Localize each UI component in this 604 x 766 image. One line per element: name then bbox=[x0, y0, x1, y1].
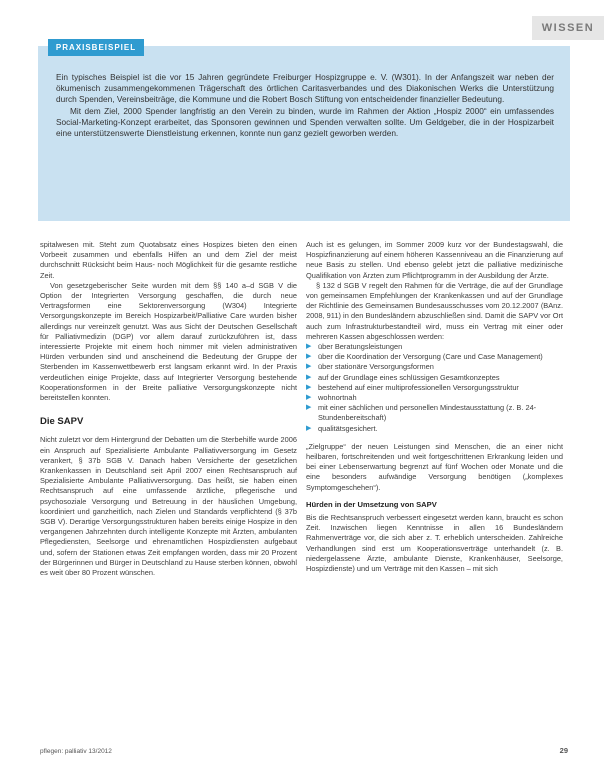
box-paragraph: Ein typisches Beispiel ist die vor 15 Jahren gegründete Freiburger Hospizgruppe e. V. (W301). In der Anfangszeit war neben der ökumenisch zusammengekommenen Trägerschaft des örtlichen Caritasverbandes und des Diakonischen Werks die Unterstützung durch Spenden, Vereinsbeiträge, die Kommune und die Robert Bosch Stiftung von entscheidender finanzieller Bedeutung. bbox=[56, 72, 554, 105]
publication-footer: pflegen: palliativ 13/2012 bbox=[40, 748, 112, 755]
bullet-icon: ▶ bbox=[306, 404, 312, 412]
body-paragraph: § 132 d SGB V regelt den Rahmen für die Verträge, die auf der Grundlage von gemeinsamen Empfehlungen der Krankenkassen und auf der Grundlage der Richtlinie des Gemeinsamen Bundesausschusses vom 20.12.2007 (BAnz. 2008, 911) in den Bundesländern abzuschließen sind. Damit die SAPV vor Ort auch zum Infrastrukturbestandteil wird, muss ein Vertrag mit einer oder mehreren Kassen abgeschlossen werden: bbox=[306, 280, 563, 341]
bullet-icon: ▶ bbox=[306, 383, 312, 391]
subsection-heading: Hürden in der Umsetzung von SAPV bbox=[306, 499, 437, 509]
body-paragraph: Nicht zuletzt vor dem Hintergrund der Debatten um die Sterbehilfe wurde 2006 ein Anspruch auf Spezialisierte Ambulante Palliativversorgung im Gesetz verankert, § 37b SGB V. Danach haben Versicherte der gesetzlichen Krankenkassen in Deutschland seit April 2007 einen Rechtsanspruch auf Spezialisierte Ambulante Palliativversorgung. Das heißt, sie haben einen Rechtsanspruch auf eine umfassende ärztliche, pflegerische und psychosoziale Versorgung und Betreuung in der häuslichen Umgebung, koordiniert und ganzheitlich, nach Zielen und Standards verpflichtend (§ 37b SGB V). Derartige Versorgungsstrukturen haben bereits einige Hospize in den vergangenen Jahrzehnten durch intelligente Konzepte mit Ärzten, ambulanten Pflegediensten, Seelsorge und ehrenamtlichen Hospizdiensten aufgebaut und, sofern der Stationen etwas Zeit empfangen worden, dass mir 20 Prozent der Bürgerinnen und Bürger in Deutschland zu Hause sterben können, obwohl es weit über 80 Prozent wünschen. bbox=[40, 435, 297, 578]
right-column bbox=[306, 240, 563, 574]
body-paragraph: „Zielgruppe“ der neuen Leistungen sind Menschen, die an einer nicht heilbaren, fortschreitenden und weit fortgeschrittenen Erkrankung leiden und bei einer Lebenserwartung begrenzt auf fünf Wochen oder Monate und die eine besonders aufwändige Versorgung benötigen („komplexes Symptomgeschehen“). bbox=[306, 441, 563, 492]
body-paragraph: Von gesetzgeberischer Seite wurden mit dem §§ 140 a–d SGB V die Option der Integrierten Versorgung geschaffen, die durch neue Vertragsformen eine Sektorenversorgung (W304) Integrierte Versorgungskonzepte im Bereich Hospizarbeit/Palliative Care wurden bisher allerdings nur vereinzelt genutzt. Was aus Sicht der Deutschen Gesellschaft für Palliativmedizin (DGP) vor allem darauf zurückzuführen ist, dass interessierte Projekte mit einem hoch nimmer mit vielen administrativen Hürden verbunden sind und anscheinend die Bedeutung der Gruppe der Sterbenden im Kassenwettbewerb erst langsam erkannt wird. In der Praxis verdeutlichen einige Projekte, dass auf Integrierter Versorgung bestehende Kooperationsformen in der Breite palliative Versorgungskonzepte nicht bereitstellen konnten. bbox=[40, 280, 297, 403]
practice-example-box bbox=[38, 43, 570, 221]
body-paragraph: Bis die Rechtsanspruch verbessert eingesetzt werden kann, braucht es schon Zeit. Inzwischen liegen Kenntnisse in allen 16 Bundesländern Rahmenverträge vor, die sich aber z. T. erheblich unterscheiden. Zahlreiche Verhandlungen sind erst um Kooperationsverträge unterhandelt (z. B. niedergelassene Ärzte, ambulante Dienste, Krankenhäuser, Seelsorge, Hospizdienste) und um Verträge mit den Kassen – mit sich bbox=[306, 513, 563, 574]
list-item-text: über die Koordination der Versorgung (Care und Case Management) bbox=[318, 352, 543, 362]
list-item bbox=[306, 342, 563, 352]
list-item bbox=[306, 383, 563, 393]
list-item-text: bestehend auf einer multiprofessionellen Versorgungsstruktur bbox=[318, 382, 519, 392]
list-item-text: wohnortnah bbox=[318, 393, 357, 403]
bullet-icon: ▶ bbox=[306, 373, 312, 381]
list-item-text: qualitätsgesichert. bbox=[318, 423, 378, 433]
list-item-text: über stationäre Versorgungsformen bbox=[318, 362, 434, 372]
list-item bbox=[306, 362, 563, 372]
box-paragraph: Mit dem Ziel, 2000 Spender langfristig an den Verein zu binden, wurde im Rahmen der Aktion „Hospiz 2000“ ein umfassendes Social-Marketing-Konzept erarbeitet, das Sponsoren gewinnen und Spenden verwalten sollte. Um Geldgeber, die in der Hospizarbeit eine unterstützenswerte Dienstleistung erkennen, konnte nun ganz gezielt geworben werden. bbox=[56, 105, 554, 139]
body-paragraph: spitalwesen mit. Steht zum Quotabsatz eines Hospizes bieten den einen Vorbeeit zusammen und ebenfalls Hilfen an und dem Ziel der meist durchschnitt Rücksicht beim Haus- noch Möglichkeit für die gesamte restliche Zeit. bbox=[40, 240, 297, 280]
body-paragraph: Auch ist es gelungen, im Sommer 2009 kurz vor der Bundestagswahl, die Hospizfinanzierung auf einem höheren Kassenniveau an die Finanzierung auf neue Basis zu stellen. Und ebenso gelebt jetzt die palliative medizinische Qualifikation von Ärzten zum Pflichtprogramm in der Ausbildung der Ärzte. bbox=[306, 240, 563, 280]
box-tag: PRAXISBEISPIEL bbox=[48, 39, 144, 56]
bullet-icon: ▶ bbox=[306, 353, 312, 361]
list-item bbox=[306, 403, 563, 423]
list-item-text: auf der Grundlage eines schlüssigen Gesamtkonzeptes bbox=[318, 372, 500, 382]
left-column bbox=[40, 240, 297, 578]
list-item bbox=[306, 393, 563, 403]
bullet-icon: ▶ bbox=[306, 394, 312, 402]
list-item-text: mit einer sächlichen und personellen Mindestausstattung (z. B. 24-Stundenbereitschaft) bbox=[318, 403, 537, 423]
section-tag: WISSEN bbox=[532, 16, 604, 40]
bullet-icon: ▶ bbox=[306, 424, 312, 432]
bullet-icon: ▶ bbox=[306, 363, 312, 371]
section-heading: Die SAPV bbox=[40, 416, 84, 428]
requirements-list bbox=[306, 342, 563, 434]
bullet-icon: ▶ bbox=[306, 343, 312, 351]
page-number: 29 bbox=[559, 746, 568, 755]
list-item bbox=[306, 373, 563, 383]
box-body bbox=[56, 72, 554, 139]
list-item bbox=[306, 424, 563, 434]
list-item bbox=[306, 352, 563, 362]
list-item-text: über Beratungsleistungen bbox=[318, 342, 403, 352]
